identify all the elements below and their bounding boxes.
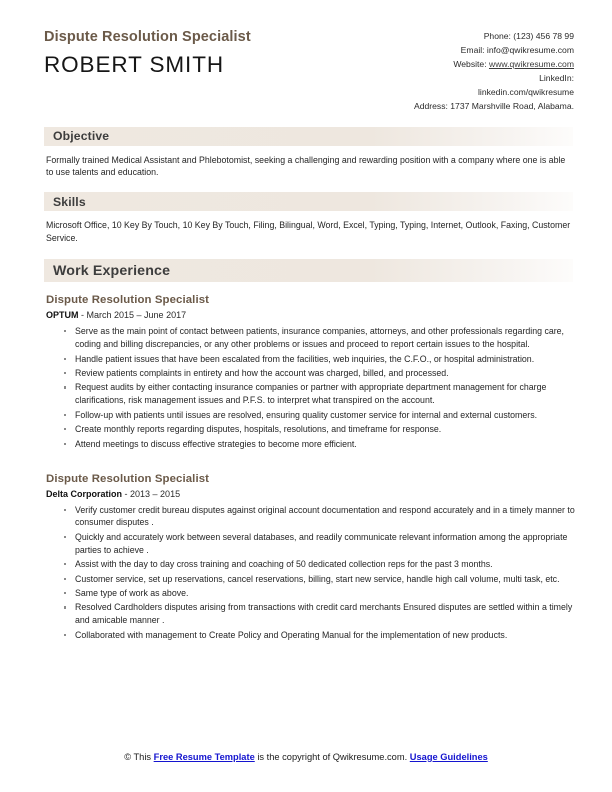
- job-bullet-list: [46, 325, 575, 450]
- list-item: Serve as the main point of contact between patients, insurance companies, attorneys, and other professionals regarding care, coding and billing discrepancies, or any other problems or issues and proceed to report certain issues to the hospital.: [63, 325, 575, 351]
- contact-website-link[interactable]: www.qwikresume.com: [488, 58, 574, 69]
- job-company: OPTUM: [46, 310, 79, 321]
- section-header-skills: [44, 192, 573, 211]
- contact-email: Email: info@qwikresume.com: [460, 44, 574, 55]
- list-item: Assist with the day to day cross training and coaching of 50 dedicated collection reps for the past 3 months.: [63, 558, 575, 571]
- job-meta: [46, 310, 574, 320]
- footer-link-usage-guidelines[interactable]: Usage Guidelines: [409, 751, 488, 762]
- list-item: Collaborated with management to Create Policy and Operating Manual for the implementation of new products.: [63, 629, 575, 642]
- job-dates: - 2013 – 2015: [124, 488, 181, 499]
- contact-linkedin-url[interactable]: linkedin.com/qwikresume: [478, 86, 574, 97]
- header-identity: [44, 28, 251, 77]
- copyright-icon: ©: [124, 751, 132, 762]
- contact-linkedin-label: LinkedIn:: [539, 72, 574, 83]
- contact-address: Address: 1737 Marshville Road, Alabama.: [413, 100, 574, 111]
- job-dates: - March 2015 – June 2017: [81, 310, 187, 321]
- contact-website-row: [414, 58, 574, 72]
- section-title-skills: Skills: [53, 194, 86, 209]
- list-item: Request audits by either contacting insurance companies or partner with appropriate department management for charge clarifications, risk management issues and P.F.S. to interpret what transpired on the account.: [63, 381, 575, 407]
- header-role-title: Dispute Resolution Specialist: [44, 29, 251, 45]
- skills-text: Microsoft Office, 10 Key By Touch, 10 Key By Touch, Filing, Bilingual, Word, Excel, Typing, Typing, Internet, Outlook, Faxing, Customer Service.: [46, 220, 571, 244]
- footer-text-before: This: [133, 751, 152, 762]
- contact-website-label: Website:: [453, 58, 487, 69]
- job-title: Dispute Resolution Specialist: [46, 294, 210, 307]
- section-header-work-experience: [44, 259, 573, 282]
- objective-text: Formally trained Medical Assistant and Phlebotomist, seeking a challenging and rewarding position with a company where one is able to use talents and education.: [46, 154, 566, 178]
- list-item: Review patients complaints in entirety and how the account was charged, billed, and processed.: [63, 367, 575, 380]
- contact-phone: Phone: (123) 456 78 99: [483, 31, 574, 41]
- list-item: Resolved Cardholders disputes arising from transactions with credit card merchants Ensured disputes are settled within a timely and amicable manner .: [63, 601, 575, 627]
- list-item: Quickly and accurately work between several databases, and readily communicate relevant information among the appropriate parties to achieve .: [63, 531, 575, 557]
- section-header-objective: [44, 127, 573, 146]
- list-item: Attend meetings to discuss effective strategies to become more efficient.: [63, 438, 575, 451]
- list-item: Same type of work as above.: [63, 587, 575, 600]
- list-item: Create monthly reports regarding disputes, hospitals, resolutions, and timeframe for response.: [63, 423, 575, 436]
- contact-block: [414, 28, 574, 114]
- job-meta: [46, 489, 574, 499]
- job-title: Dispute Resolution Specialist: [46, 472, 210, 485]
- section-title-objective: Objective: [53, 129, 110, 144]
- page-title: ROBERT SMITH: [44, 51, 224, 77]
- list-item: Follow-up with patients until issues are resolved, ensuring quality customer service for internal and external customers.: [63, 409, 575, 422]
- section-title-work-experience: Work Experience: [53, 262, 171, 279]
- footer: [0, 751, 612, 764]
- job-company: Delta Corporation: [46, 488, 123, 499]
- list-item: Customer service, set up reservations, cancel reservations, billing, start new service, handle high call volume, multi task, etc.: [63, 573, 575, 586]
- job-entry: [44, 294, 574, 450]
- job-bullet-list: [46, 504, 575, 642]
- resume-header: [44, 28, 574, 114]
- list-item: Handle patient issues that have been escalated from the facilities, web inquiries, the C.F.O., or hospital administration.: [63, 353, 575, 366]
- list-item: Verify customer credit bureau disputes against original account documentation and respond accurately and in a timely manner to consumer disputes .: [63, 504, 575, 530]
- job-entry: [44, 473, 574, 642]
- footer-text-middle: is the copyright of Qwikresume.com.: [257, 751, 408, 762]
- footer-link-free-resume-template[interactable]: Free Resume Template: [153, 751, 255, 762]
